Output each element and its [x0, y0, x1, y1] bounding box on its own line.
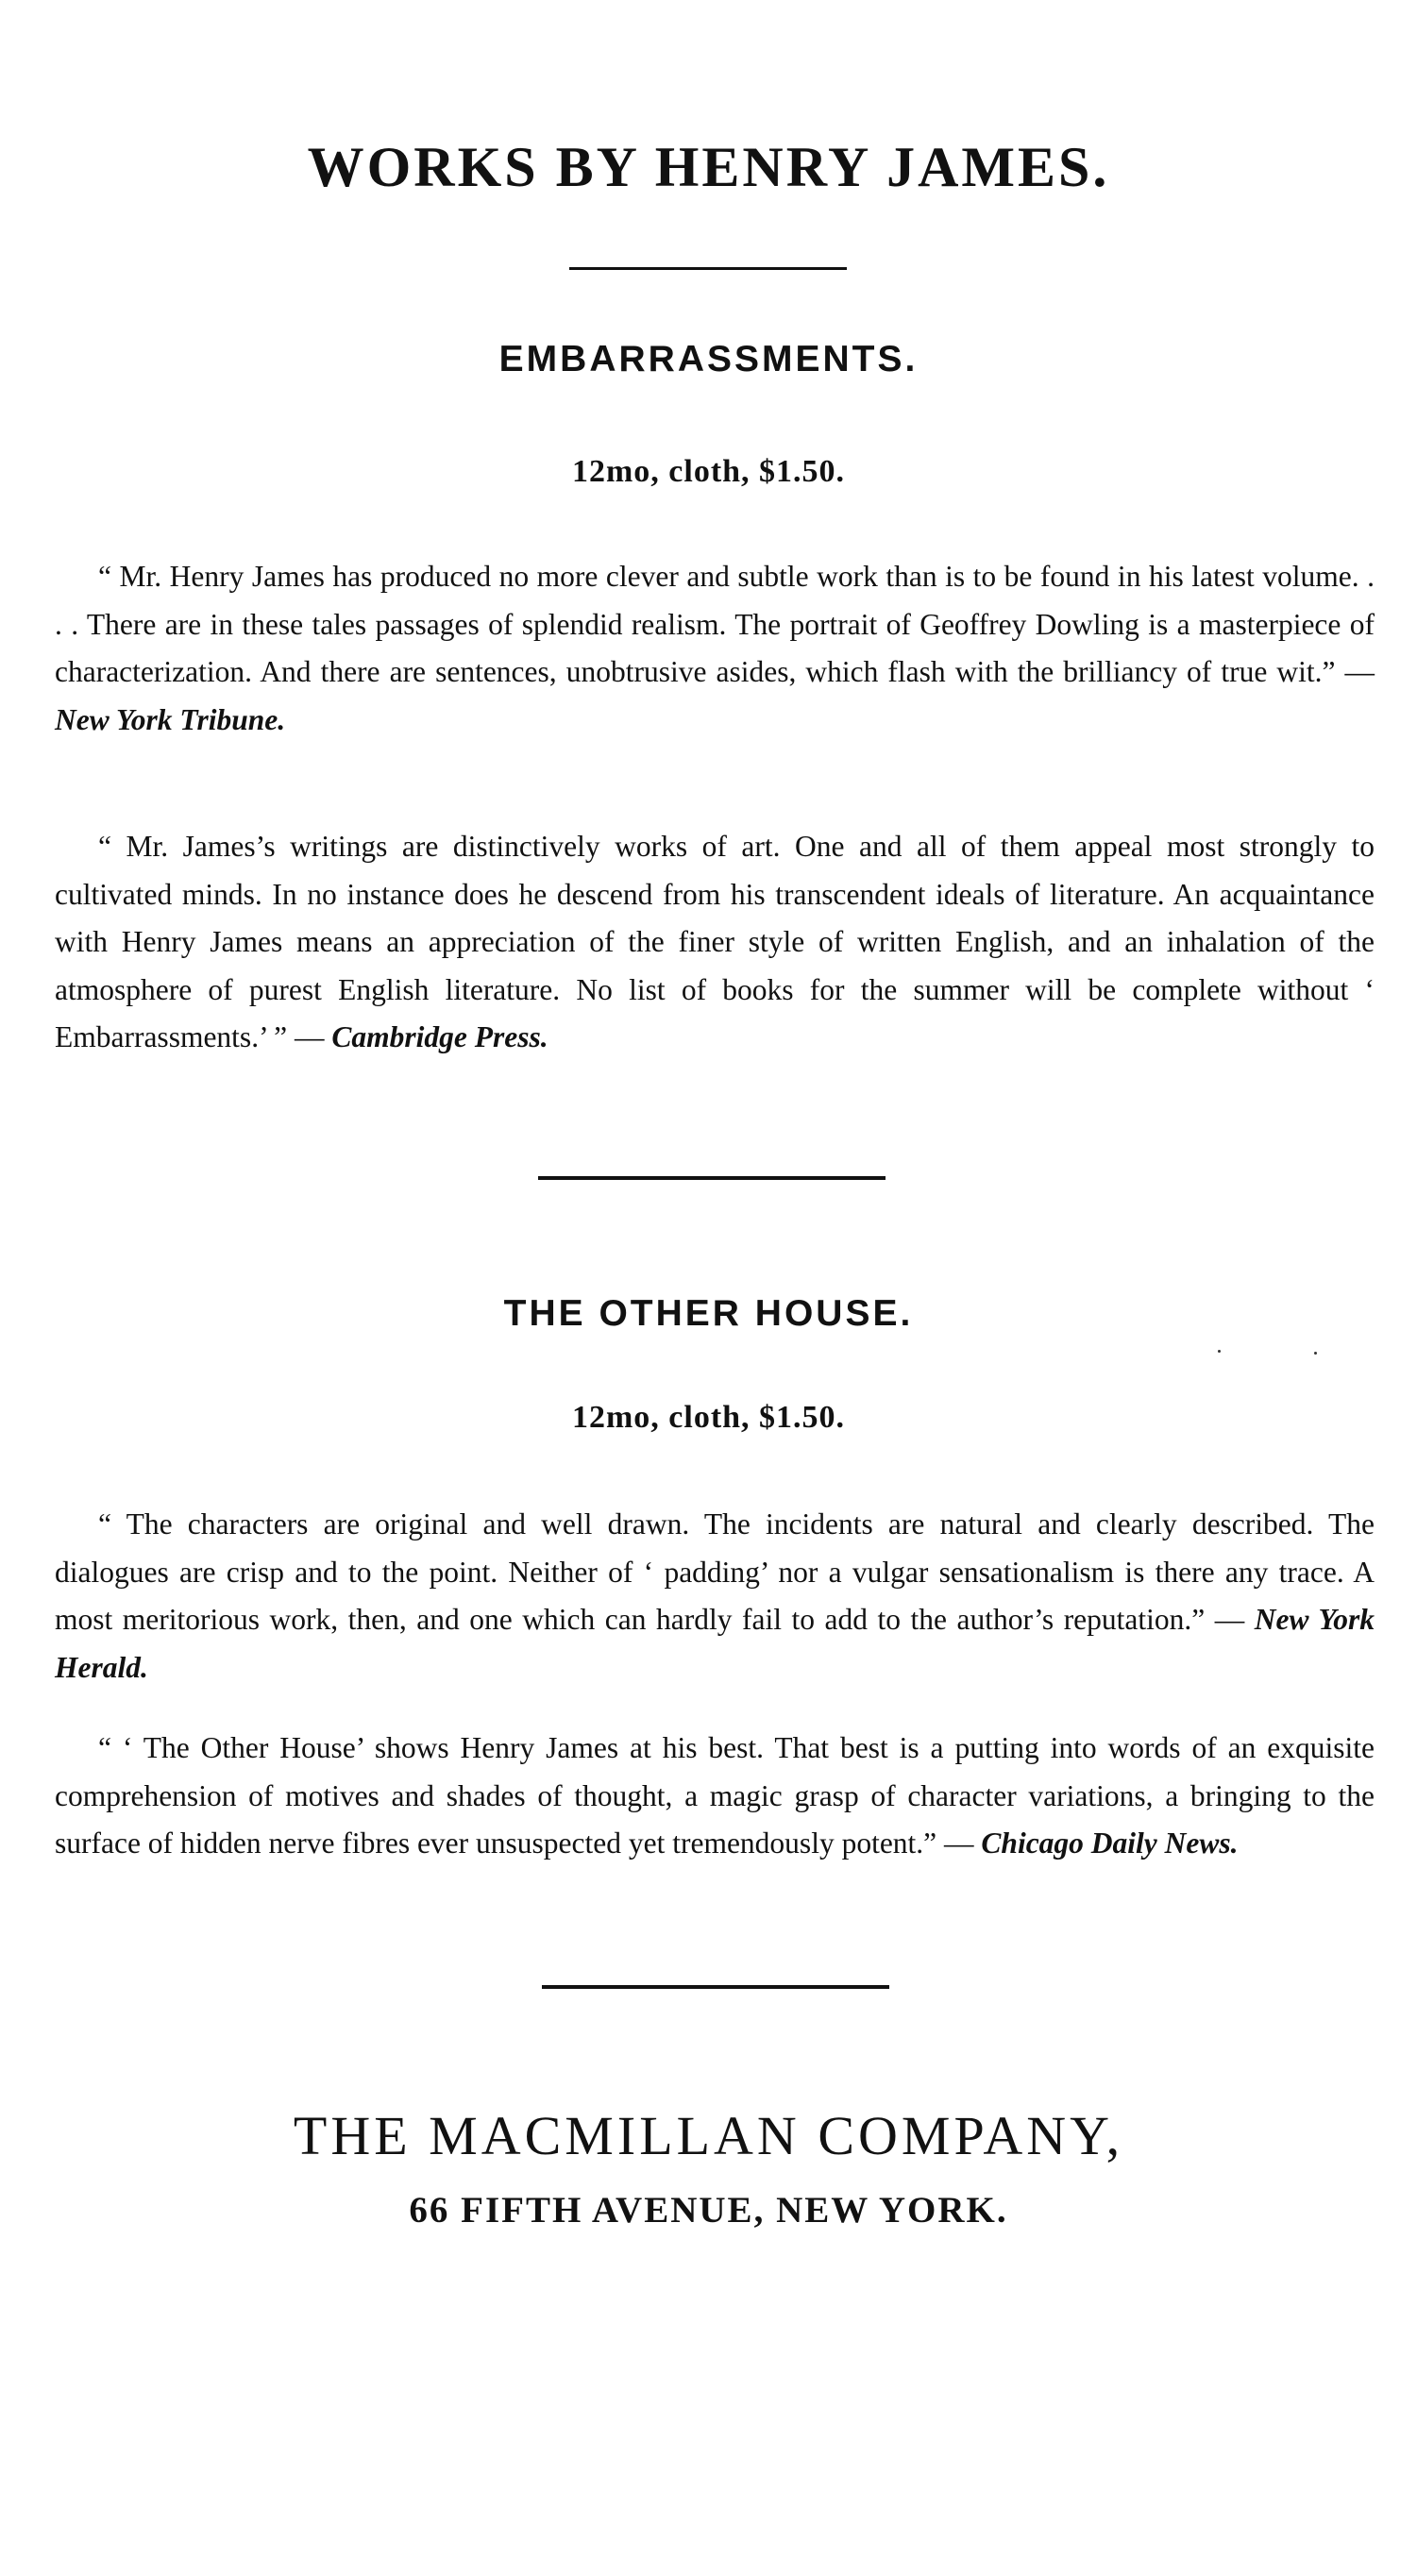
review-source: New York Tribune. — [55, 702, 286, 736]
book-title-the-other-house: THE OTHER HOUSE. — [503, 1293, 914, 1334]
review-cambridge-press — [55, 823, 1375, 1062]
title-divider — [569, 267, 847, 270]
review-new-york-tribune — [55, 553, 1375, 744]
review-chicago-daily-news — [55, 1725, 1375, 1868]
book-price-embarrassments: 12mo, cloth, $1.50. — [571, 454, 846, 489]
section-divider — [538, 1176, 886, 1180]
print-speck — [1218, 1350, 1221, 1353]
page-title: WORKS BY HENRY JAMES. — [307, 136, 1110, 198]
print-speck — [1314, 1352, 1317, 1355]
review-text: “ Mr. Henry James has produced no more clever and subtle work than is to be found in his latest volume. . . . There are in these tales passages of splendid realism. The portrait of Geoffrey Dowling is a masterpiece of characterization. And there are sentences, unobtrusive asides, which flash with the brilliancy of true wit.” — — [55, 560, 1375, 688]
book-price-the-other-house: 12mo, cloth, $1.50. — [571, 1400, 846, 1435]
publisher-name: THE MACMILLAN COMPANY, — [293, 2105, 1124, 2166]
review-text: “ Mr. James’s writings are distinctively works of art. One and all of them appeal most strongly to cultivated minds. In no instance does he descend from his transcendent ideals of literature. An acquaintance with Henry James means an appreciation of the finer style of written English, and an inhalation of the atmosphere of purest English literature. No list of books for the summer will be complete without ‘ Embarrassments.’ ” — — [55, 830, 1375, 1053]
book-title-embarrassments: EMBARRASSMENTS. — [498, 339, 919, 379]
review-text: “ The characters are original and well drawn. The incidents are natural and clearly described. The dialogues are crisp and to the point. Neither of ‘ padding’ nor a vulgar sensationalism is there any trace. A most meritorious work, then, and one which can hardly fail to add to the author’s reputation.” — — [55, 1507, 1375, 1636]
review-source: Cambridge Press. — [331, 1020, 548, 1053]
review-text: “ ‘ The Other House’ shows Henry James at his best. That best is a putting into words of an exquisite comprehension of motives and shades of thought, a magic grasp of character variations, a bringing to the surface of hidden nerve fibres ever unsuspected yet tremendously potent.” — — [55, 1731, 1375, 1860]
review-source: Chicago Daily News. — [981, 1827, 1239, 1860]
footer-divider — [542, 1985, 889, 1989]
publisher-address: 66 FIFTH AVENUE, NEW YORK. — [409, 2190, 1008, 2231]
review-source: New York Herald. — [55, 1603, 1375, 1684]
review-new-york-herald — [55, 1501, 1375, 1692]
